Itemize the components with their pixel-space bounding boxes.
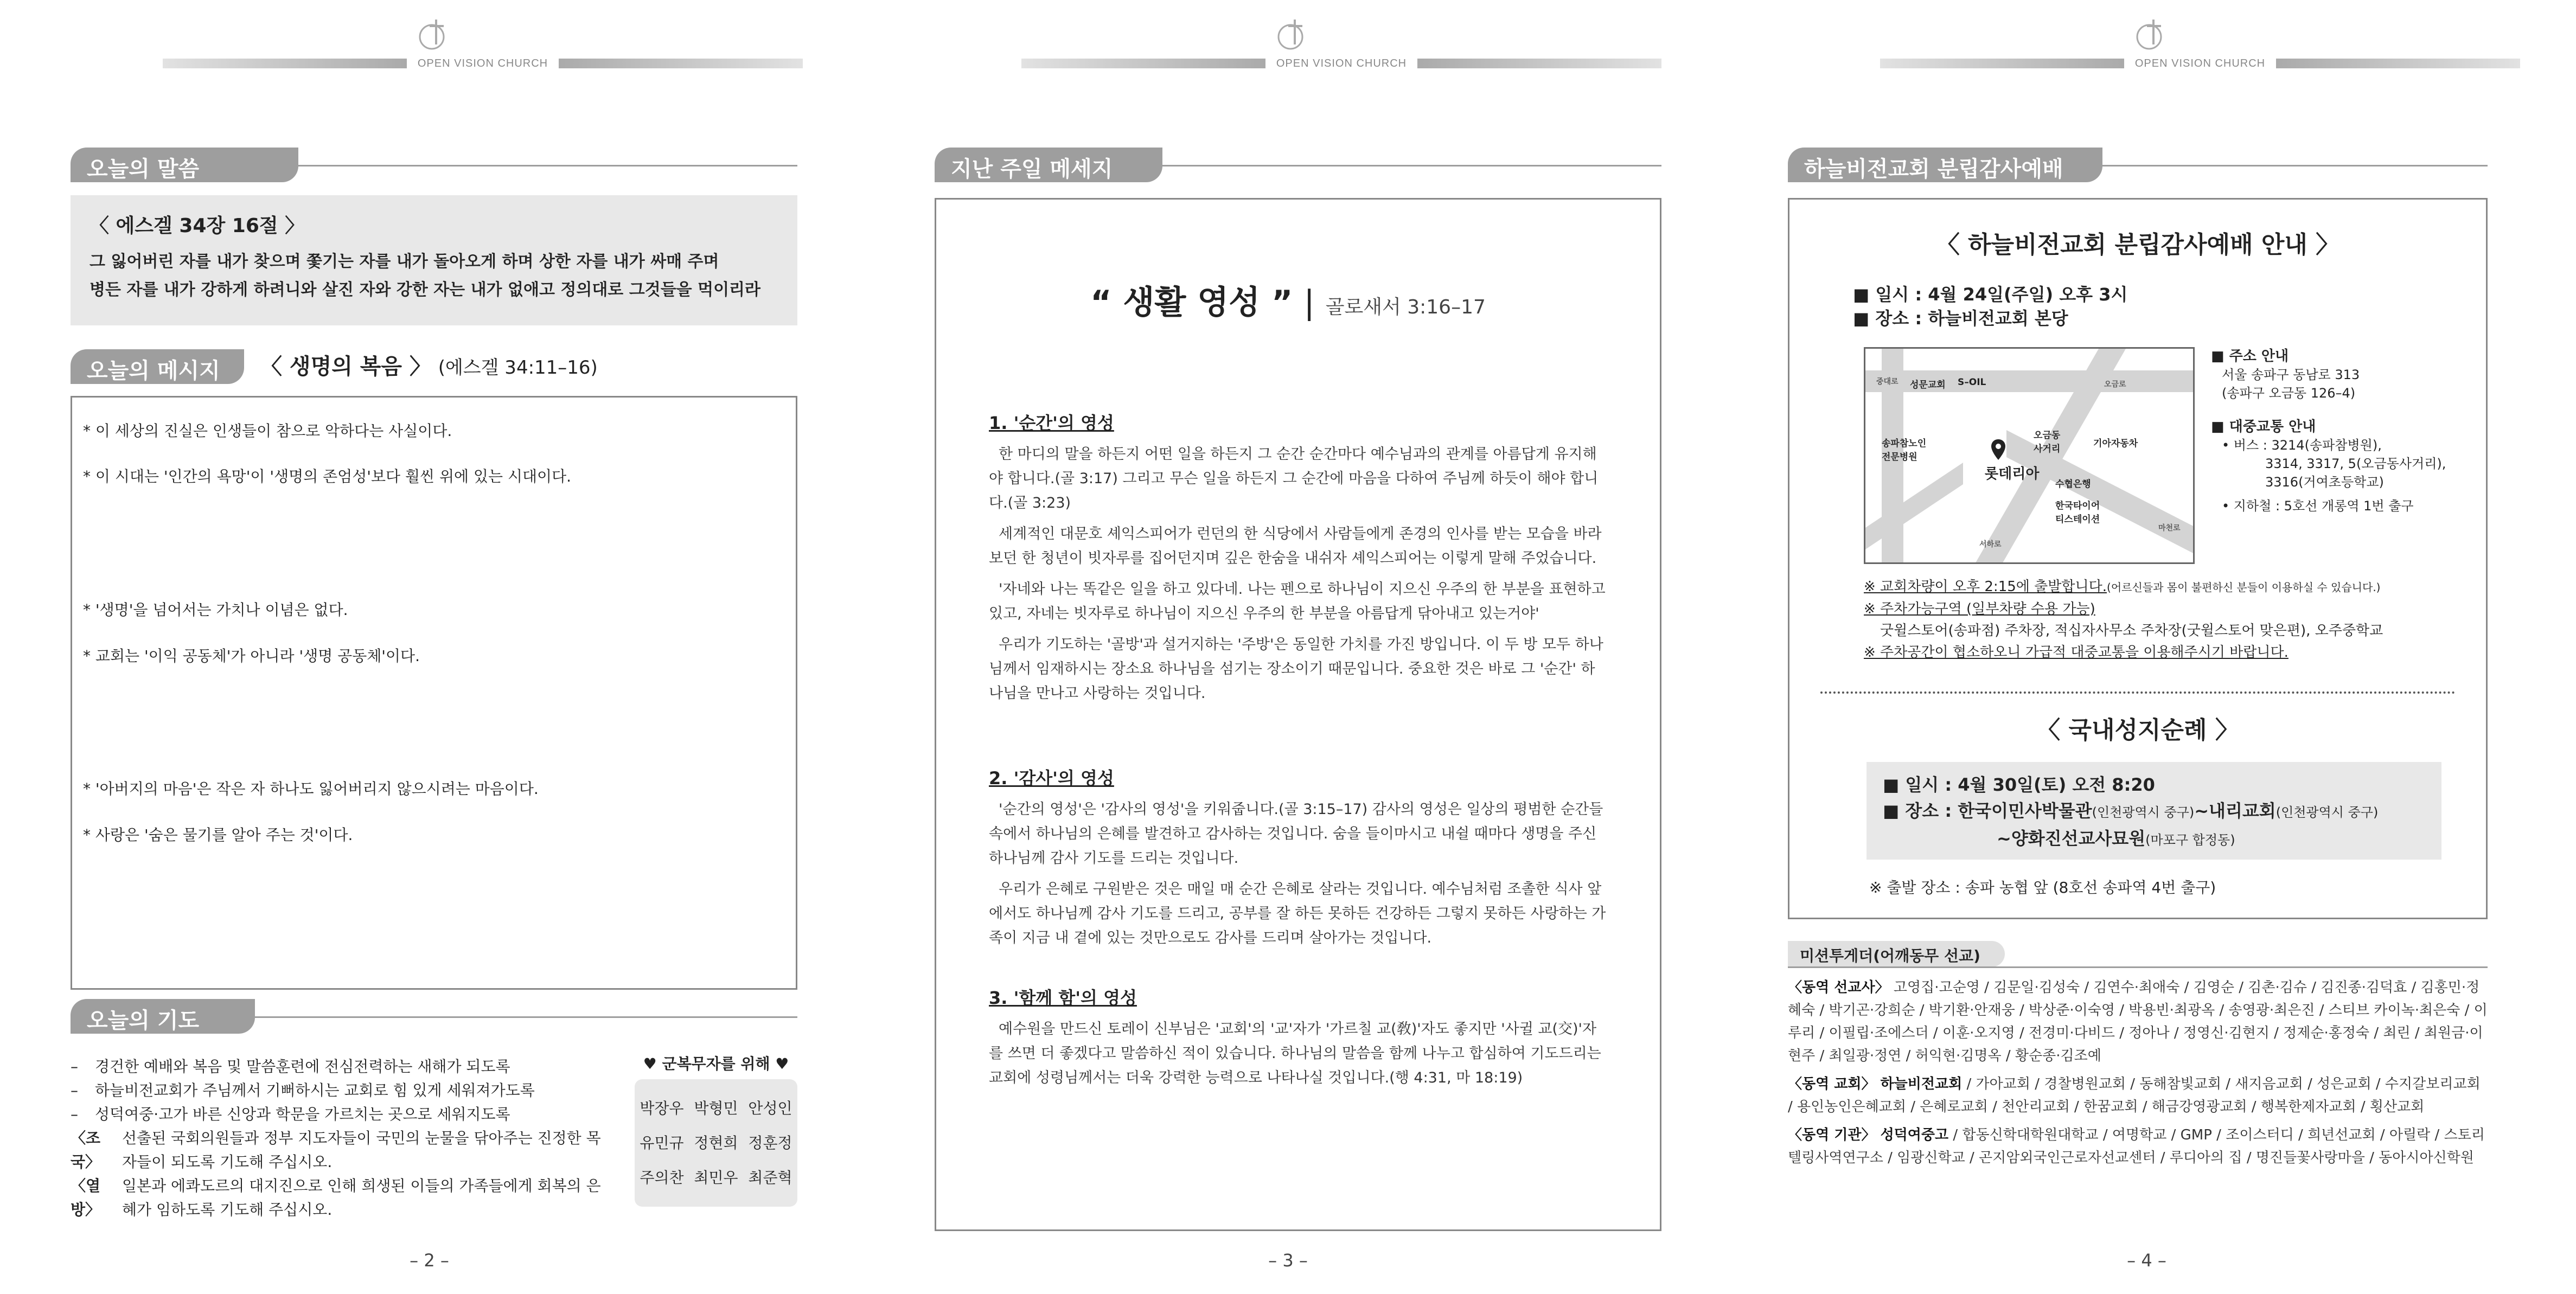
paragraph: '자네와 나는 똑같은 일을 하고 있다네. 나는 펜으로 하나님이 지으신 우주의 한 부분을 표현하고 있고, 자네는 빗자루로 하나님이 지으신 우주의 한 부분을 아름답게 닦아내고 있는거야' [989, 581, 1606, 622]
section-label-sermon: 지난 주일 메세지 [935, 148, 1162, 182]
section-heading: 3. '함께 함'의 영성 [989, 988, 1137, 1008]
section-heading: 2. '감사'의 영성 [989, 768, 1114, 789]
message-note: * 이 시대는 '인간의 욕망'이 '생명의 존엄성'보다 훨씬 위에 있는 시대이다. [83, 467, 572, 485]
message-notes-box [71, 396, 797, 990]
pilgrimage-place: ~양화진선교사묘원(마포구 합정동) [1997, 828, 2235, 849]
transit-line: 3316(거여초등학교) [2265, 475, 2384, 490]
dotted-divider [1820, 691, 2455, 694]
section-label-prayer: 오늘의 기도 [71, 999, 255, 1034]
transit-heading: ■ 대중교통 안내 [2211, 419, 2316, 435]
church-name: OPEN VISION CHURCH [1276, 57, 1407, 69]
mission-group: 〈동역 기관〉 성덕여중고 / 합동신학대학원대학교 / 여명학교 / GMP / 조이스터디 / 희년선교회 / 아릴락 / 스토리텔링사역연구소 / 임광신학교 / 곤지암외국인근로자선교센터 / 루디아의 집 / 명진들꽃사랑마을 / 동아시아신학원 [1788, 1127, 2485, 1166]
section-label-message: 오늘의 메시지 [71, 349, 244, 384]
sermon-section-2 [989, 765, 1607, 957]
service-datetime: ■ 일시 : 4월 24일(주일) 오후 3시 [1853, 284, 2128, 305]
pilgrimage-departure: ※ 출발 장소 : 송파 농협 앞 (8호선 송파역 4번 출구) [1869, 879, 2216, 896]
verse-line: 그 잃어버린 자를 내가 찾으며 쫓기는 자를 내가 돌아오게 하며 상한 자를 내가 싸매 주며 [90, 252, 719, 271]
soldier-row: 주의찬 최민우 최준혁 [640, 1169, 792, 1187]
mission-group: 〈동역 교회〉 하늘비전교회 / 가아교회 / 경찰병원교회 / 동해참빛교회 / 새지음교회 / 성은교회 / 수지갈보리교회 / 용인농인은혜교회 / 은혜로교회 / 천안리교회 / 한꿈교회 / 해금강영광교회 / 행복한제자교회 / 횡산교회 [1788, 1076, 2481, 1115]
address-line: 서울 송파구 동남로 313 [2222, 367, 2360, 382]
prayer-item: – 하늘비전교회가 주님께서 기뻐하시는 교회로 힘 있게 세워져가도록 [71, 1081, 535, 1099]
address-line: (송파구 오금동 126–4) [2222, 386, 2356, 401]
message-note: * '아버지의 마음'은 작은 자 하나도 잃어버리지 않으시려는 마음이다. [83, 780, 539, 798]
verse-box [71, 195, 797, 325]
verse-ref: 〈 에스겔 34장 16절 〉 [90, 215, 305, 237]
parking-notes [1864, 576, 2471, 663]
prayer-item: – 경건한 예배와 복음 및 말씀훈련에 전심전력하는 새해가 되도록 [71, 1058, 510, 1075]
note-line: ※ 주차공간이 협소하오니 가급적 대중교통을 이용해주시기 바랍니다. [1864, 644, 2289, 661]
sermon-section-1 [989, 409, 1607, 712]
church-logo-icon [2133, 16, 2171, 54]
transit-line: • 지하철 : 5호선 개롱역 1번 출구 [2222, 498, 2414, 514]
transit-line: 3314, 3317, 5(오금동사거리), [2265, 456, 2446, 471]
note-line: 굿윌스토어(송파점) 주차장, 적십자사무소 주차장(굿윌스토어 맞은편), 오주중학교 [1880, 623, 2383, 639]
pilgrimage-box [1867, 762, 2441, 860]
prayer-item: – 성덕여중·고가 바른 신앙과 학문을 가르치는 곳으로 세워지도록 [71, 1105, 510, 1123]
address-heading: ■ 주소 안내 [2211, 348, 2289, 364]
section-rule [1162, 165, 1661, 166]
paragraph: 세계적인 대문호 셰익스피어가 런던의 한 식당에서 사람들에게 존경의 인사를 받는 모습을 바라보던 한 청년이 빗자루를 집어던지며 깊은 한숨을 내쉬자 셰익스피어는 이렇게 말해 주었습니다. [989, 526, 1602, 567]
page-2 [0, 0, 859, 1294]
message-note: * 이 세상의 진실은 인생들이 참으로 악하다는 사실이다. [83, 422, 452, 440]
header-band [1880, 59, 2520, 68]
sermon-title [859, 277, 1717, 323]
pilgrimage-place: ■ 장소 : 한국이민사박물관(인천광역시 중구)~내리교회(인천광역시 중구) [1883, 800, 2379, 821]
paragraph: 한 마디의 말을 하든지 어떤 일을 하든지 그 순간 순간마다 예수님과의 관계를 아름답게 유지해야 합니다.(골 3:17) 그리고 무슨 일을 하든지 그 순간에 마음을 다하여 주님께 하듯이 해야 합니다.(골 3:23) [989, 446, 1599, 511]
transit-line: • 버스 : 3214(송파참병원), [2222, 438, 2382, 453]
soldier-row: 박장우 박형민 안성인 [640, 1099, 792, 1117]
location-map: 성문교회 S–OIL 송파참노인 전문병원 오금동 사거리 기아자동차 롯데리아 수협은행 한국타이어 티스테이션 중대로 오금로 마천로 서하로 [1864, 347, 2195, 564]
note-line: ※ 교회차량이 오후 2:15에 출발합니다.(어르신들과 몸이 불편하신 분들이 이용하실 수 있습니다.) [1864, 579, 2381, 595]
notice-title: 〈 하늘비전교회 분립감사예배 안내 〉 [1935, 231, 2340, 259]
church-logo-icon [416, 16, 453, 54]
pilgrimage-date: ■ 일시 : 4월 30일(토) 오전 8:20 [1883, 774, 2155, 795]
church-name: OPEN VISION CHURCH [2134, 57, 2266, 69]
map-pin-icon [1990, 438, 2006, 461]
sermon-section-3 [989, 984, 1607, 1097]
section-rule [298, 165, 797, 166]
soldier-row: 유민규 정현희 정훈정 [640, 1134, 792, 1152]
paragraph: 우리가 은혜로 구원받은 것은 매일 매 순간 은혜로 살라는 것입니다. 예수님처럼 조촐한 식사 앞에서도 하나님께 감사 기도를 드리고, 공부를 잘 하든 못하든 건강하든 그렇지 못하든 사랑하는 가족이 지금 내 곁에 있는 것만으로도 감사를 드리며 살아가는 것입니다. [989, 881, 1606, 946]
paragraph: '순간의 영성'은 '감사의 영성'을 키워줍니다.(골 3:15–17) 감사의 영성은 일상의 평범한 순간들 속에서 하나님의 은혜를 발견하고 감사하는 것입니다. 숨을 들이마시고 내쉴 때마다 생명을 주신 하나님께 감사 기도를 드리는 것입니다. [989, 801, 1603, 867]
message-name: 〈 생명의 복음 〉 [260, 354, 431, 379]
section-label-word: 오늘의 말씀 [71, 148, 298, 182]
verse-line: 병든 자를 내가 강하게 하려니와 살진 자와 강한 자는 내가 없애고 정의대로 그것들을 먹이리라 [90, 280, 761, 299]
sermon-ref: 골로새서 3:16–17 [1325, 296, 1486, 318]
page-3 [859, 0, 1717, 1294]
page-number: – 3 – [1268, 1250, 1308, 1271]
section-heading: 1. '순간'의 영성 [989, 413, 1114, 433]
message-ref: (에스겔 34:11–16) [438, 357, 598, 379]
message-title [260, 349, 598, 380]
page-4 [1717, 0, 2576, 1294]
pilgrimage-title: 〈 국내성지순례 〉 [2036, 716, 2239, 744]
missions-list [1788, 976, 2488, 1175]
title-separator: | [1303, 284, 1315, 322]
message-note: * 교회는 '이익 공동체'가 아니라 '생명 공동체'이다. [83, 647, 420, 665]
section-rule [255, 1016, 797, 1018]
address-transit-info [2211, 347, 2466, 515]
page-number: – 4 – [2127, 1250, 2166, 1271]
note-line: ※ 주차가능구역 (일부차량 수용 가능) [1864, 601, 2095, 617]
church-logo-icon [1274, 16, 1312, 54]
prayer-item: 〈열방〉 일본과 에콰도르의 대지진으로 인해 희생된 이들의 가족들에게 회복의 은혜가 임하도록 기도해 주십시오. [71, 1177, 601, 1219]
message-note: * '생명'을 넘어서는 가치나 이념은 없다. [83, 601, 348, 619]
soldier-names-box [635, 1079, 797, 1207]
service-place: ■ 장소 : 하늘비전교회 본당 [1853, 308, 2068, 329]
section-rule [2102, 165, 2488, 166]
church-name: OPEN VISION CHURCH [417, 57, 548, 69]
paragraph: 우리가 기도하는 '골방'과 설거지하는 '주방'은 동일한 가치를 가진 방입니다. 이 두 방 모두 하나님께서 임재하시는 장소요 하나님을 섬기는 장소이기 때문입니다. 중요한 것은 바로 그 '순간' 하나님을 만나고 사랑하는 것입니다. [989, 636, 1603, 702]
header-band [163, 59, 803, 68]
section-rule [1788, 966, 2488, 968]
missions-label: 미션투게더(어깨동무 선교) [1788, 941, 2005, 967]
header-band [1021, 59, 1661, 68]
prayer-item: 〈조국〉 선출된 국회의원들과 정부 지도자들이 국민의 눈물을 닦아주는 진정한 목자들이 되도록 기도해 주십시오. [71, 1129, 601, 1171]
paragraph: 예수원을 만드신 토레이 신부님은 '교회'의 '교'자가 '가르칠 교(敎)'자도 좋지만 '사귈 교(交)'자를 쓰면 더 좋겠다고 말씀하신 적이 있습니다. 하나님의 말씀을 함께 나누고 합심하여 기도드리는 교회에 성령님께서는 더욱 강력한 능력으로 나타나실 것입니다.(행 4:31, 마 18:19) [989, 1021, 1601, 1086]
prayer-list [71, 1055, 613, 1222]
sermon-name: “ 생활 영성 ” [1090, 284, 1293, 322]
section-label-service: 하늘비전교회 분립감사예배 [1788, 148, 2102, 182]
soldier-heading: ♥ 군복무자를 위해 ♥ [643, 1055, 789, 1073]
page-number: – 2 – [410, 1250, 449, 1271]
mission-group: 〈동역 선교사〉 고영집·고순영 / 김문일·김성숙 / 김연수·최애숙 / 김영순 / 김촌·김슈 / 김진종·김덕효 / 김홍민·정혜숙 / 박기곤·강희순 / 박기환·안재웅 / 박상준·이숙영 / 박용빈·최광옥 / 송영광·최은진 / 스티브 카이녹·최은숙 / 이루리 / 이필립·조에스더 / 이훈·오지영 / 전경미·다비드 / 정아나 / 정영신·김현지 / 정제순·홍정숙 / 최린 / 최원금·이현주 / 최일광·정연 / 허익현·김명옥 / 황순종·김조예 [1788, 979, 2488, 1064]
message-note: * 사랑은 '숨은 물기를 알아 주는 것'이다. [83, 826, 353, 844]
